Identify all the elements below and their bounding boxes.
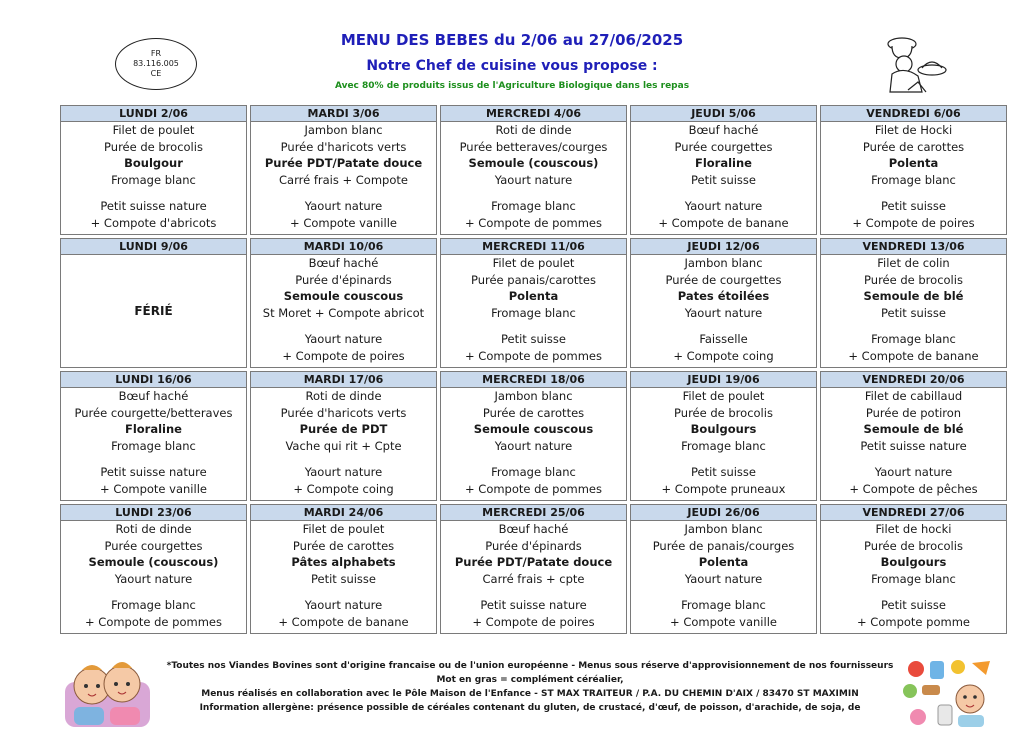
day-menu (441, 255, 626, 367)
day-menu (61, 122, 246, 234)
menu-item: Filet de cabillaud (864, 389, 963, 403)
babies-illustration (60, 652, 155, 730)
snack-item: + Compote d'abricots (90, 215, 217, 230)
menu-item: Purée de potiron (865, 405, 962, 420)
cereal-item: Polenta (698, 555, 749, 569)
cereal-item: Purée de PDT (299, 422, 388, 436)
menu-item: Petit suisse (310, 571, 376, 586)
snack-item: + Compote de pommes (85, 614, 222, 629)
menu-item: Jambon blanc (304, 123, 383, 137)
menu-item: Purée betteraves/courges (459, 139, 608, 154)
footer-notes (160, 659, 900, 715)
snack-item: Petit suisse nature (100, 465, 207, 479)
menu-item: St Moret + Compote abricot (262, 305, 425, 320)
snack-item: + Compote de banane (278, 614, 409, 629)
menu-item: Yaourt nature (494, 438, 573, 453)
day-menu (251, 388, 436, 500)
cereal-item: Boulgours (690, 422, 757, 436)
menu-item: Filet de poulet (682, 389, 765, 403)
cereal-item: Pâtes alphabets (291, 555, 396, 569)
cereal-item: Floraline (694, 156, 752, 170)
cereal-item: Semoule (couscous) (88, 555, 219, 569)
day-menu (61, 521, 246, 633)
day-cell (820, 371, 1007, 501)
menu-item: Purée de courgettes (665, 272, 782, 287)
food-illustration (898, 655, 998, 730)
menu-item: Roti de dinde (305, 389, 382, 403)
day-cell (60, 105, 247, 235)
menu-item: Fromage blanc (681, 438, 766, 453)
snack-item: Fromage blanc (491, 199, 576, 213)
menu-item: Purée de panais/courges (652, 538, 795, 553)
day-cell (630, 105, 817, 235)
stamp-line-1: FR (150, 49, 162, 58)
organic-note: Avec 80% de produits issus de l'Agriculture Biologique dans les repas (334, 81, 690, 91)
day-cell (250, 504, 437, 634)
snack-item: Petit suisse (880, 199, 946, 213)
snack-item: Petit suisse (500, 332, 566, 346)
menu-item: Petit suisse (690, 172, 756, 187)
menu-item: Purée de brocolis (864, 272, 963, 287)
cereal-item: Purée PDT/Patate douce (264, 156, 423, 170)
day-header: VENDREDI 27/06 (821, 505, 1006, 521)
menu-item: Filet de Hocki (874, 123, 953, 137)
snack-item: + Compote de poires (852, 215, 975, 230)
snack-item: + Compote vanille (100, 481, 207, 496)
day-cell (630, 238, 817, 368)
day-menu (441, 388, 626, 500)
day-menu (821, 521, 1006, 633)
week-row (60, 105, 1007, 235)
menu-item: Purée de carottes (862, 139, 965, 154)
menu-item: Roti de dinde (115, 522, 192, 536)
day-cell (250, 238, 437, 368)
day-menu (821, 122, 1006, 234)
menu-item: Petit suisse nature (860, 438, 967, 453)
cereal-item: Boulgours (880, 555, 947, 569)
menu-item: Purée courgette/betteraves (74, 405, 233, 420)
day-header: VENDREDI 6/06 (821, 106, 1006, 122)
snack-item: Yaourt nature (874, 465, 953, 479)
menu-item: Bœuf haché (688, 123, 759, 137)
menu-item: Jambon blanc (684, 522, 763, 536)
snack-item: Fromage blanc (111, 598, 196, 612)
cereal-item: Polenta (888, 156, 939, 170)
day-cell (250, 371, 437, 501)
menu-item: Jambon blanc (684, 256, 763, 270)
menu-item: Purée courgettes (104, 538, 203, 553)
menu-item: Roti de dinde (495, 123, 572, 137)
menu-item: Purée de carottes (292, 538, 395, 553)
snack-item: + Compote de banane (848, 348, 979, 363)
menu-item: Purée de brocolis (674, 405, 773, 420)
cereal-item: Pates étoilées (677, 289, 770, 303)
footer-line-2: Mot en gras = complément céréalier, (436, 675, 624, 685)
stamp-line-2: 83.116.005 (133, 59, 179, 68)
snack-item: Yaourt nature (304, 465, 383, 479)
day-cell (630, 371, 817, 501)
day-menu (251, 255, 436, 367)
snack-item: + Compote coing (673, 348, 774, 363)
snack-item: + Compote vanille (670, 614, 777, 629)
day-header: JEUDI 19/06 (631, 372, 816, 388)
day-menu (631, 388, 816, 500)
snack-item: + Compote coing (293, 481, 394, 496)
day-cell (60, 504, 247, 634)
snack-item: + Compote pomme (857, 614, 970, 629)
menu-item: Purée panais/carottes (470, 272, 596, 287)
footer-line-3: Menus réalisés en collaboration avec le Pôle Maison de l'Enfance - ST MAX TRAITEUR / P.A. DU CHEMIN D'AIX / 83470 ST MAXIMIN (201, 689, 859, 699)
day-cell (820, 238, 1007, 368)
snack-item: + Compote de banane (658, 215, 789, 230)
snack-item: Yaourt nature (684, 199, 763, 213)
day-cell (250, 105, 437, 235)
menu-item: Filet de poulet (302, 522, 385, 536)
day-cell (630, 504, 817, 634)
day-menu (441, 122, 626, 234)
menu-item: Filet de colin (877, 256, 950, 270)
day-menu (441, 521, 626, 633)
menu-item: Vache qui rit + Cpte (285, 438, 402, 453)
day-menu (61, 388, 246, 500)
menu-item: Fromage blanc (871, 172, 956, 187)
cereal-item: Polenta (508, 289, 559, 303)
day-menu (821, 255, 1006, 367)
snack-item: + Compote de pommes (465, 348, 602, 363)
day-header: VENDREDI 13/06 (821, 239, 1006, 255)
menu-item: Petit suisse (880, 305, 946, 320)
cereal-item: Semoule couscous (473, 422, 594, 436)
snack-item: Petit suisse nature (100, 199, 207, 213)
week-row (60, 371, 1007, 501)
menu-item: Filet de poulet (112, 123, 195, 137)
snack-item: Petit suisse nature (480, 598, 587, 612)
week-row (60, 504, 1007, 634)
menu-item: Bœuf haché (498, 522, 569, 536)
snack-item: + Compote vanille (290, 215, 397, 230)
snack-item: Yaourt nature (304, 332, 383, 346)
day-menu (821, 388, 1006, 500)
menu-item: Jambon blanc (494, 389, 573, 403)
snack-item: Petit suisse (690, 465, 756, 479)
day-header: MARDI 24/06 (251, 505, 436, 521)
day-header: MERCREDI 11/06 (441, 239, 626, 255)
day-header: JEUDI 26/06 (631, 505, 816, 521)
menu-item: Carré frais + Compote (279, 172, 408, 187)
menu-item: Yaourt nature (684, 571, 763, 586)
snack-item: Fromage blanc (491, 465, 576, 479)
menu-item: Purée d'haricots verts (280, 139, 407, 154)
day-header: MARDI 3/06 (251, 106, 436, 122)
menu-item: Purée de carottes (482, 405, 585, 420)
week-row (60, 238, 1007, 368)
cereal-item: Semoule de blé (863, 422, 964, 436)
snack-item: Fromage blanc (871, 332, 956, 346)
menu-item: Yaourt nature (114, 571, 193, 586)
cereal-item: Boulgour (124, 156, 183, 170)
menu-item: Purée de brocolis (864, 538, 963, 553)
day-header: MERCREDI 18/06 (441, 372, 626, 388)
cereal-item: Floraline (124, 422, 182, 436)
day-menu (631, 521, 816, 633)
cereal-item: Purée PDT/Patate douce (454, 555, 613, 569)
day-header: MERCREDI 4/06 (441, 106, 626, 122)
menu-item: Purée d'épinards (295, 272, 392, 287)
snack-item: + Compote de poires (282, 348, 405, 363)
menu-grid (60, 105, 1007, 637)
day-header: MERCREDI 25/06 (441, 505, 626, 521)
menu-item: Fromage blanc (111, 172, 196, 187)
day-header: VENDREDI 20/06 (821, 372, 1006, 388)
day-header: MARDI 10/06 (251, 239, 436, 255)
menu-item: Purée d'épinards (485, 538, 582, 553)
menu-item: Bœuf haché (118, 389, 189, 403)
day-cell (440, 238, 627, 368)
snack-item: + Compote de pommes (465, 215, 602, 230)
day-menu (631, 122, 816, 234)
menu-item: Fromage blanc (871, 571, 956, 586)
day-cell (440, 504, 627, 634)
day-header: LUNDI 23/06 (61, 505, 246, 521)
menu-item: Filet de poulet (492, 256, 575, 270)
snack-item: Faisselle (699, 332, 748, 346)
menu-item: Fromage blanc (491, 305, 576, 320)
day-header: LUNDI 16/06 (61, 372, 246, 388)
menu-item: Yaourt nature (494, 172, 573, 187)
snack-item: Yaourt nature (304, 598, 383, 612)
snack-item: Petit suisse (880, 598, 946, 612)
day-header: LUNDI 9/06 (61, 239, 246, 255)
snack-item: + Compote de pommes (465, 481, 602, 496)
day-header: MARDI 17/06 (251, 372, 436, 388)
day-header: JEUDI 12/06 (631, 239, 816, 255)
menu-item: Purée d'haricots verts (280, 405, 407, 420)
cereal-item: Semoule de blé (863, 289, 964, 303)
stamp-line-3: CE (150, 69, 162, 78)
footer-line-1: *Toutes nos Viandes Bovines sont d'origine francaise ou de l'union européenne - Menus sous réserve d'approvisionnement de nos fournisseurs (166, 661, 894, 671)
snack-item: Fromage blanc (681, 598, 766, 612)
day-cell (60, 371, 247, 501)
day-menu (251, 122, 436, 234)
day-cell (440, 105, 627, 235)
day-cell (820, 105, 1007, 235)
day-cell (820, 504, 1007, 634)
snack-item: + Compote de poires (472, 614, 595, 629)
menu-item: Purée courgettes (674, 139, 773, 154)
day-header: LUNDI 2/06 (61, 106, 246, 122)
cereal-item: Semoule couscous (283, 289, 404, 303)
menu-item: Purée de brocolis (104, 139, 203, 154)
menu-subtitle: Notre Chef de cuisine vous propose : (366, 58, 658, 74)
menu-item: Bœuf haché (308, 256, 379, 270)
day-menu (251, 521, 436, 633)
day-cell (60, 238, 247, 368)
day-menu (631, 255, 816, 367)
menu-item: Yaourt nature (684, 305, 763, 320)
day-cell (440, 371, 627, 501)
menu-title: MENU DES BEBES du 2/06 au 27/06/2025 (340, 31, 684, 49)
chef-illustration (878, 34, 950, 96)
snack-item: + Compote de pêches (849, 481, 978, 496)
menu-item: Fromage blanc (111, 438, 196, 453)
holiday-label: FÉRIÉ (134, 304, 173, 318)
footer-line-4: Information allergène: présence possible de céréales contenant du gluten, de crustacé, d'œuf, de poisson, d'arachide, de soja, de (199, 703, 861, 713)
menu-item: Filet de hocki (875, 522, 952, 536)
menu-item: Carré frais + cpte (482, 571, 585, 586)
cereal-item: Semoule (couscous) (468, 156, 599, 170)
snack-item: Yaourt nature (304, 199, 383, 213)
snack-item: + Compote pruneaux (661, 481, 786, 496)
day-header: JEUDI 5/06 (631, 106, 816, 122)
